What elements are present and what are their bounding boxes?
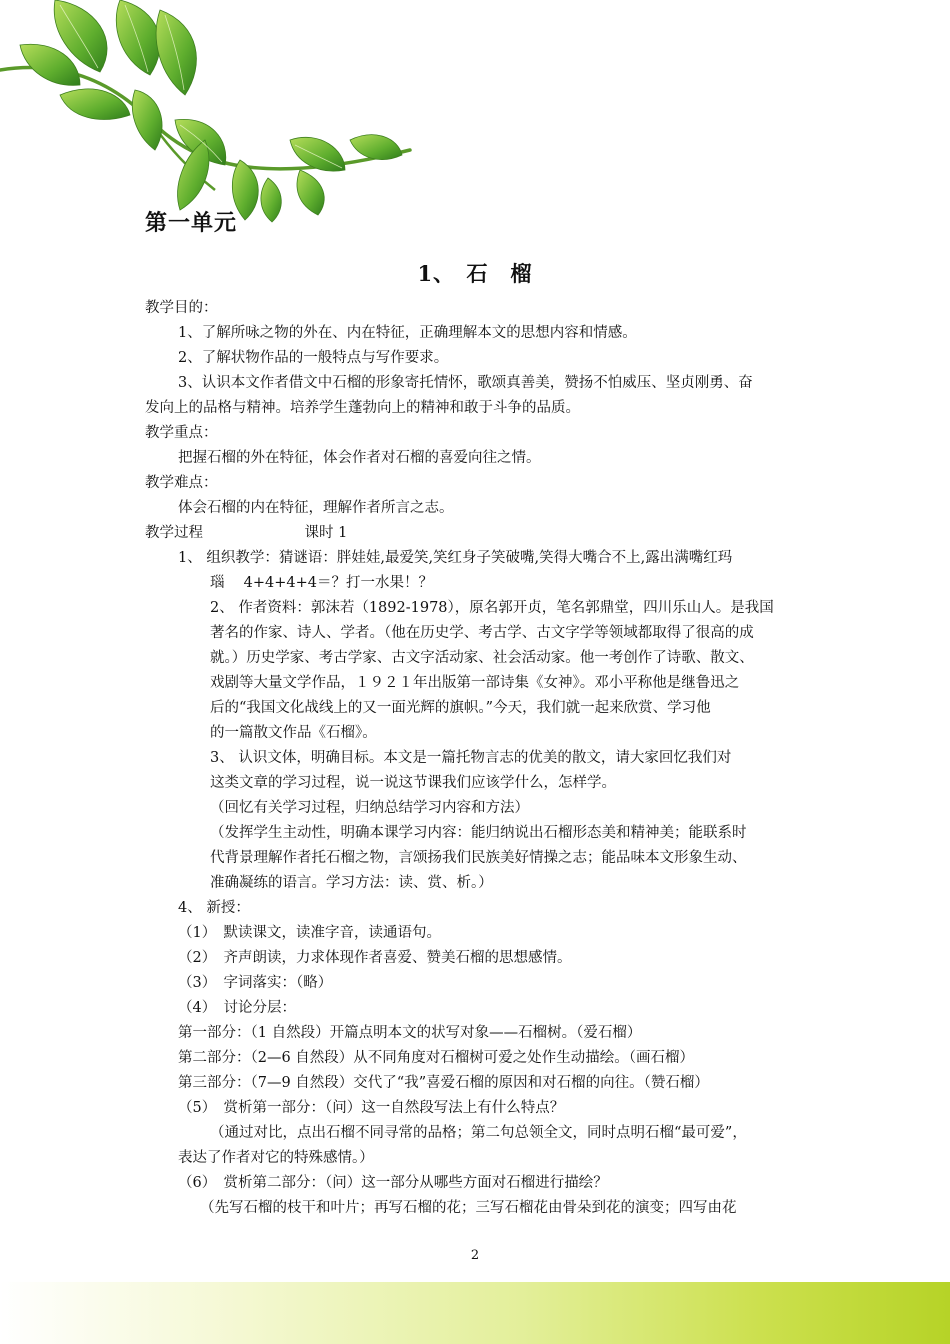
process-step-1-continued: 瑙 4+4+4+4＝？打一水果！？ xyxy=(210,575,433,591)
process-step-1: 1、 组织教学：猜谜语：胖娃娃,最爱笑,笑红身子笑破嘴,笑得大嘴合不上,露出满嘴红玛 xyxy=(178,550,733,566)
lesson-title: 1、 石 榴 xyxy=(417,261,533,286)
paragraph-line: 就。）历史学家、考古学家、古文字活动家、社会活动家。他一考创作了诗歌、散文、 xyxy=(210,650,754,666)
paragraph-line: 代背景理解作者托石榴之物，言颂扬我们民族美好情操之志；能品味本文形象生动、 xyxy=(210,850,747,866)
paragraph-line: 表达了作者对它的特殊感情。） xyxy=(178,1150,374,1166)
paragraph-line: 后的“我国文化战线上的又一面光辉的旗帜。”今天，我们就一起来欣赏、学习他 xyxy=(210,700,711,716)
section-part-1: 第一部分：（1 自然段）开篇点明本文的状写对象——石榴树。（爱石榴） xyxy=(178,1025,642,1041)
section-heading-process: 教学过程 课时 1 xyxy=(145,525,348,541)
footer-gradient-bar xyxy=(0,1282,950,1344)
paragraph-line: 这类文章的学习过程，说一说这节课我们应该学什么，怎样学。 xyxy=(210,775,616,791)
sub-step: （2） 齐声朗读，力求体现作者喜爱、赞美石榴的思想感情。 xyxy=(178,950,572,966)
vine-leaves-decoration xyxy=(0,0,420,230)
difficulty-text: 体会石榴的内在特征，理解作者所言之志。 xyxy=(178,500,454,516)
objective-item: 3、认识本文作者借文中石榴的形象寄托情怀，歌颂真善美，赞扬不怕威压、坚贞刚勇、奋 xyxy=(178,375,753,391)
paragraph-line: 戏剧等大量文学作品，１９２１年出版第一部诗集《女神》。邓小平称他是继鲁迅之 xyxy=(210,675,740,691)
process-step-2: 2、 作者资料：郭沫若（1892-1978），原名郭开贞，笔名郭鼎堂，四川乐山人。是我国 xyxy=(210,600,774,616)
objective-item: 1、了解所咏之物的外在、内在特征，正确理解本文的思想内容和情感。 xyxy=(178,325,637,341)
section-part-3: 第三部分：（7—9 自然段）交代了“我”喜爱石榴的原因和对石榴的向往。（赞石榴） xyxy=(178,1075,709,1091)
paragraph-line: 著名的作家、诗人、学者。（他在历史学、考古学、古文字学等领域都取得了很高的成 xyxy=(210,625,754,641)
sub-step: （5） 赏析第一部分：（问）这一自然段写法上有什么特点？ xyxy=(178,1100,565,1116)
objective-item-continued: 发向上的品格与精神。培养学生蓬勃向上的精神和敢于斗争的品质。 xyxy=(145,400,580,416)
sub-step: （3） 字词落实：（略） xyxy=(178,975,333,991)
paragraph-line: 的一篇散文作品《石榴》。 xyxy=(210,725,377,741)
sub-step: （6） 赏析第二部分：（问）这一部分从哪些方面对石榴进行描绘？ xyxy=(178,1175,608,1191)
section-heading-difficulties: 教学难点： xyxy=(145,475,218,491)
paragraph-line: （回忆有关学习过程，归纳总结学习内容和方法） xyxy=(210,800,529,816)
section-heading-objectives: 教学目的： xyxy=(145,300,218,316)
objective-item: 2、了解状物作品的一般特点与写作要求。 xyxy=(178,350,449,366)
page-number: 2 xyxy=(470,1248,480,1263)
section-part-2: 第二部分：（2—6 自然段）从不同角度对石榴树可爱之处作生动描绘。（画石榴） xyxy=(178,1050,695,1066)
process-step-3: 3、 认识文体，明确目标。本文是一篇托物言志的优美的散文，请大家回忆我们对 xyxy=(210,750,732,766)
unit-title: 第一单元 xyxy=(145,211,238,236)
process-step-4: 4、 新授： xyxy=(178,900,250,916)
sub-step: （4） 讨论分层： xyxy=(178,1000,296,1016)
paragraph-line: （通过对比，点出石榴不同寻常的品格；第二句总领全文，同时点明石榴“最可爱”， xyxy=(210,1125,747,1141)
section-heading-key-points: 教学重点： xyxy=(145,425,218,441)
paragraph-line: 准确凝练的语言。学习方法：读、赏、析。） xyxy=(210,875,493,891)
key-point-text: 把握石榴的外在特征，体会作者对石榴的喜爱向往之情。 xyxy=(178,450,541,466)
paragraph-line: （先写石榴的枝干和叶片；再写石榴的花；三写石榴花由骨朵到花的演变；四写由花 xyxy=(200,1200,737,1216)
sub-step: （1） 默读课文，读准字音，读通语句。 xyxy=(178,925,441,941)
paragraph-line: （发挥学生主动性，明确本课学习内容：能归纳说出石榴形态美和精神美；能联系时 xyxy=(210,825,747,841)
